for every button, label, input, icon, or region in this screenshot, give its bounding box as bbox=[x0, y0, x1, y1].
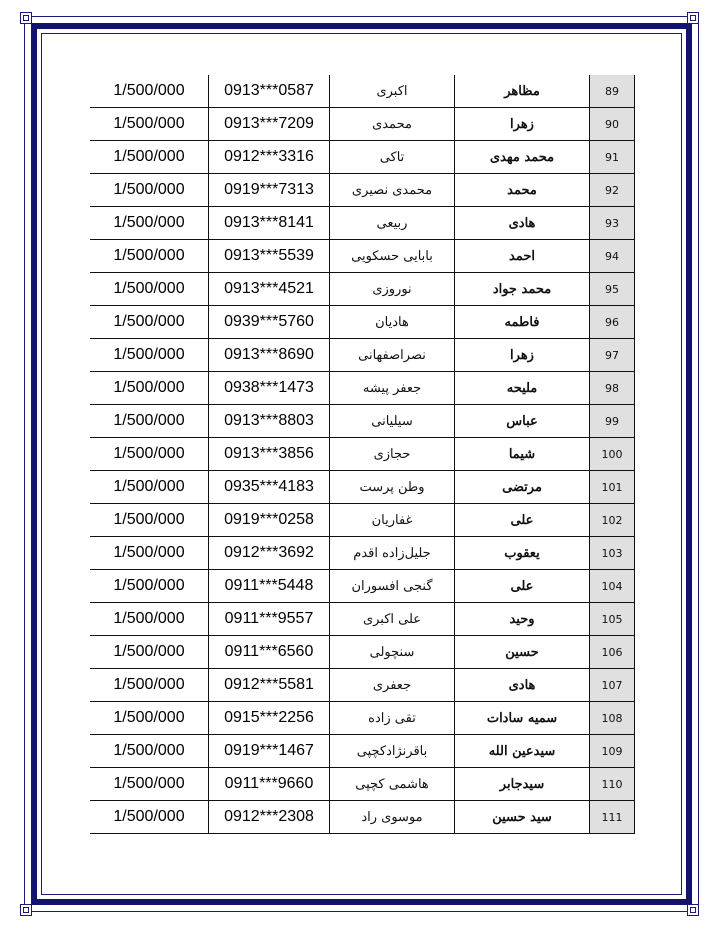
phone-number-cell: 0911***6560 bbox=[209, 636, 330, 669]
row-number-cell: 97 bbox=[590, 339, 635, 372]
phone-number-cell: 0912***3692 bbox=[209, 537, 330, 570]
table-row bbox=[90, 75, 635, 108]
phone-number-cell: 0912***3316 bbox=[209, 141, 330, 174]
amount-cell: 1/500/000 bbox=[90, 405, 209, 438]
winners-table bbox=[90, 75, 635, 834]
amount-cell: 1/500/000 bbox=[90, 240, 209, 273]
frame-corner-ornament bbox=[687, 904, 699, 916]
table-row bbox=[90, 801, 635, 834]
row-number-cell: 103 bbox=[590, 537, 635, 570]
frame-corner-ornament bbox=[20, 12, 32, 24]
first-name-cell: سید حسین bbox=[455, 801, 590, 834]
phone-number-cell: 0935***4183 bbox=[209, 471, 330, 504]
last-name-cell: حجازی bbox=[330, 438, 455, 471]
amount-cell: 1/500/000 bbox=[90, 669, 209, 702]
first-name-cell: سیدجابر bbox=[455, 768, 590, 801]
last-name-cell: تاکی bbox=[330, 141, 455, 174]
amount-cell: 1/500/000 bbox=[90, 438, 209, 471]
amount-cell: 1/500/000 bbox=[90, 306, 209, 339]
phone-number-cell: 0913***5539 bbox=[209, 240, 330, 273]
last-name-cell: غفاریان bbox=[330, 504, 455, 537]
phone-number-cell: 0939***5760 bbox=[209, 306, 330, 339]
first-name-cell: مرتضی bbox=[455, 471, 590, 504]
last-name-cell: بابایی حسکویی bbox=[330, 240, 455, 273]
table-row bbox=[90, 108, 635, 141]
frame-corner-ornament bbox=[20, 904, 32, 916]
first-name-cell: محمد مهدی bbox=[455, 141, 590, 174]
winners-table-body bbox=[90, 75, 635, 834]
amount-cell: 1/500/000 bbox=[90, 768, 209, 801]
table-row bbox=[90, 306, 635, 339]
first-name-cell: شیما bbox=[455, 438, 590, 471]
amount-cell: 1/500/000 bbox=[90, 207, 209, 240]
last-name-cell: علی اکبری bbox=[330, 603, 455, 636]
phone-number-cell: 0919***1467 bbox=[209, 735, 330, 768]
phone-number-cell: 0913***8690 bbox=[209, 339, 330, 372]
table-row bbox=[90, 669, 635, 702]
table-row bbox=[90, 438, 635, 471]
row-number-cell: 98 bbox=[590, 372, 635, 405]
first-name-cell: هادی bbox=[455, 669, 590, 702]
phone-number-cell: 0913***4521 bbox=[209, 273, 330, 306]
table-row bbox=[90, 273, 635, 306]
last-name-cell: جعفری bbox=[330, 669, 455, 702]
phone-number-cell: 0912***5581 bbox=[209, 669, 330, 702]
phone-number-cell: 0938***1473 bbox=[209, 372, 330, 405]
last-name-cell: سیلیانی bbox=[330, 405, 455, 438]
table-row bbox=[90, 603, 635, 636]
row-number-cell: 99 bbox=[590, 405, 635, 438]
last-name-cell: محمدی bbox=[330, 108, 455, 141]
first-name-cell: یعقوب bbox=[455, 537, 590, 570]
amount-cell: 1/500/000 bbox=[90, 702, 209, 735]
last-name-cell: نوروزی bbox=[330, 273, 455, 306]
row-number-cell: 89 bbox=[590, 75, 635, 108]
table-row bbox=[90, 570, 635, 603]
row-number-cell: 91 bbox=[590, 141, 635, 174]
table-row bbox=[90, 471, 635, 504]
frame-corner-ornament bbox=[687, 12, 699, 24]
first-name-cell: حسین bbox=[455, 636, 590, 669]
last-name-cell: باقرنژادکچپی bbox=[330, 735, 455, 768]
table-row bbox=[90, 735, 635, 768]
table-row bbox=[90, 636, 635, 669]
last-name-cell: هادیان bbox=[330, 306, 455, 339]
row-number-cell: 102 bbox=[590, 504, 635, 537]
last-name-cell: وطن پرست bbox=[330, 471, 455, 504]
amount-cell: 1/500/000 bbox=[90, 174, 209, 207]
row-number-cell: 95 bbox=[590, 273, 635, 306]
first-name-cell: زهرا bbox=[455, 339, 590, 372]
amount-cell: 1/500/000 bbox=[90, 537, 209, 570]
first-name-cell: فاطمه bbox=[455, 306, 590, 339]
phone-number-cell: 0919***0258 bbox=[209, 504, 330, 537]
phone-number-cell: 0913***8141 bbox=[209, 207, 330, 240]
phone-number-cell: 0911***5448 bbox=[209, 570, 330, 603]
row-number-cell: 94 bbox=[590, 240, 635, 273]
phone-number-cell: 0911***9557 bbox=[209, 603, 330, 636]
row-number-cell: 108 bbox=[590, 702, 635, 735]
first-name-cell: احمد bbox=[455, 240, 590, 273]
first-name-cell: علی bbox=[455, 504, 590, 537]
amount-cell: 1/500/000 bbox=[90, 108, 209, 141]
amount-cell: 1/500/000 bbox=[90, 339, 209, 372]
last-name-cell: ربیعی bbox=[330, 207, 455, 240]
amount-cell: 1/500/000 bbox=[90, 570, 209, 603]
row-number-cell: 96 bbox=[590, 306, 635, 339]
amount-cell: 1/500/000 bbox=[90, 471, 209, 504]
amount-cell: 1/500/000 bbox=[90, 273, 209, 306]
last-name-cell: گنجی افسوران bbox=[330, 570, 455, 603]
last-name-cell: سنچولی bbox=[330, 636, 455, 669]
last-name-cell: محمدی نصیری bbox=[330, 174, 455, 207]
row-number-cell: 93 bbox=[590, 207, 635, 240]
row-number-cell: 105 bbox=[590, 603, 635, 636]
row-number-cell: 107 bbox=[590, 669, 635, 702]
first-name-cell: سیدعین الله bbox=[455, 735, 590, 768]
first-name-cell: محمد bbox=[455, 174, 590, 207]
first-name-cell: محمد جواد bbox=[455, 273, 590, 306]
table-row bbox=[90, 405, 635, 438]
row-number-cell: 90 bbox=[590, 108, 635, 141]
last-name-cell: نصراصفهانی bbox=[330, 339, 455, 372]
amount-cell: 1/500/000 bbox=[90, 603, 209, 636]
phone-number-cell: 0913***7209 bbox=[209, 108, 330, 141]
table-row bbox=[90, 768, 635, 801]
last-name-cell: اکبری bbox=[330, 75, 455, 108]
phone-number-cell: 0913***0587 bbox=[209, 75, 330, 108]
table-row bbox=[90, 504, 635, 537]
first-name-cell: عباس bbox=[455, 405, 590, 438]
last-name-cell: موسوی راد bbox=[330, 801, 455, 834]
table-row bbox=[90, 207, 635, 240]
phone-number-cell: 0911***9660 bbox=[209, 768, 330, 801]
first-name-cell: سمیه سادات bbox=[455, 702, 590, 735]
table-row bbox=[90, 240, 635, 273]
amount-cell: 1/500/000 bbox=[90, 141, 209, 174]
phone-number-cell: 0919***7313 bbox=[209, 174, 330, 207]
table-row bbox=[90, 174, 635, 207]
row-number-cell: 111 bbox=[590, 801, 635, 834]
last-name-cell: جلیل‌زاده اقدم bbox=[330, 537, 455, 570]
amount-cell: 1/500/000 bbox=[90, 636, 209, 669]
amount-cell: 1/500/000 bbox=[90, 801, 209, 834]
last-name-cell: تقی زاده bbox=[330, 702, 455, 735]
first-name-cell: وحید bbox=[455, 603, 590, 636]
table-row bbox=[90, 702, 635, 735]
first-name-cell: زهرا bbox=[455, 108, 590, 141]
last-name-cell: هاشمی کچپی bbox=[330, 768, 455, 801]
phone-number-cell: 0913***3856 bbox=[209, 438, 330, 471]
amount-cell: 1/500/000 bbox=[90, 735, 209, 768]
row-number-cell: 109 bbox=[590, 735, 635, 768]
phone-number-cell: 0913***8803 bbox=[209, 405, 330, 438]
first-name-cell: ملیحه bbox=[455, 372, 590, 405]
phone-number-cell: 0912***2308 bbox=[209, 801, 330, 834]
table-row bbox=[90, 141, 635, 174]
amount-cell: 1/500/000 bbox=[90, 504, 209, 537]
table-row bbox=[90, 372, 635, 405]
row-number-cell: 92 bbox=[590, 174, 635, 207]
first-name-cell: مظاهر bbox=[455, 75, 590, 108]
table-row bbox=[90, 537, 635, 570]
last-name-cell: جعفر پیشه bbox=[330, 372, 455, 405]
row-number-cell: 104 bbox=[590, 570, 635, 603]
amount-cell: 1/500/000 bbox=[90, 372, 209, 405]
first-name-cell: هادی bbox=[455, 207, 590, 240]
phone-number-cell: 0915***2256 bbox=[209, 702, 330, 735]
row-number-cell: 110 bbox=[590, 768, 635, 801]
amount-cell: 1/500/000 bbox=[90, 75, 209, 108]
row-number-cell: 106 bbox=[590, 636, 635, 669]
row-number-cell: 101 bbox=[590, 471, 635, 504]
table-row bbox=[90, 339, 635, 372]
first-name-cell: علی bbox=[455, 570, 590, 603]
row-number-cell: 100 bbox=[590, 438, 635, 471]
